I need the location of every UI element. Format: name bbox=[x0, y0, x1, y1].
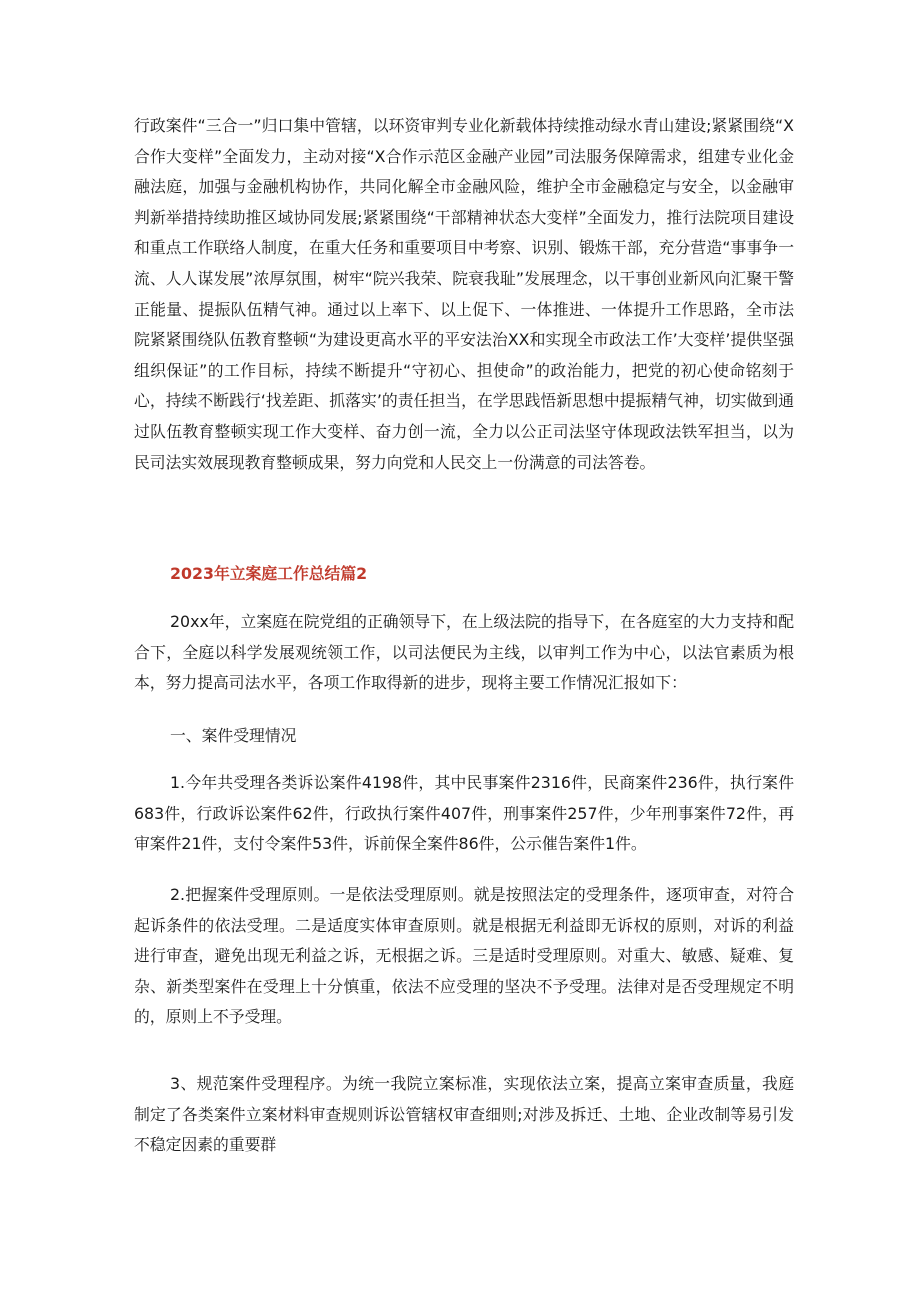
section-heading: 2023年立案庭工作总结篇2 bbox=[170, 564, 368, 583]
intro-paragraph: 20xx年，立案庭在院党组的正确领导下，在上级法院的指导下，在各庭室的大力支持和配合下，全庭以科学发展观统领工作，以司法便民为主线，以审判工作为中心，以法官素质为根本，努力提高司法水平，各项工作取得新的进步，现将主要工作情况汇报如下： bbox=[134, 612, 794, 693]
item-1-case-statistics: 1.今年共受理各类诉讼案件4198件，其中民事案件2316件，民商案件236件，执行案件683件，行政诉讼案件62件，行政执行案件407件，刑事案件257件，少年刑事案件72件，再审案件21件，支付令案件53件，诉前保全案件86件，公示催告案件1件。 bbox=[134, 773, 794, 854]
body-paragraph-continued: 行政案件“三合一”归口集中管辖，以环资审判专业化新载体持续推动绿水青山建设;紧紧围绕“X合作大变样”全面发力，主动对接“X合作示范区金融产业园”司法服务保障需求，组建专业化金融法庭，加强与金融机构协作，共同化解全市金融风险，维护全市金融稳定与安全，以金融审判新举措持续助推区域协同发展;紧紧围绕“干部精神状态大变样”全面发力，推行法院项目建设和重点工作联络人制度，在重大任务和重要项目中考察、识别、锻炼干部，充分营造“事事争一流、人人谋发展”浓厚氛围，树牢“院兴我荣、院衰我耻”发展理念，以干事创业新风向汇聚干警正能量、提振队伍精气神。通过以上率下、以上促下、一体推进、一体提升工作思路，全市法院紧紧围绕队伍教育整顿“为建设更高水平的平安法治XX和实现全市政法工作’大变样’提供坚强组织保证”的工作目标，持续不断提升“守初心、担使命”的政治能力，把党的初心使命铭刻于心，持续不断践行‘找差距、抓落实’的责任担当，在学思践悟新思想中提振精气神，切实做到通过队伍教育整顿实现工作大变样、奋力创一流，全力以公正司法坚守体现政法铁军担当，以为民司法实效展现教育整顿成果，努力向党和人民交上一份满意的司法答卷。 bbox=[134, 116, 794, 472]
item-2-acceptance-principles: 2.把握案件受理原则。一是依法受理原则。就是按照法定的受理条件，逐项审查，对符合起诉条件的依法受理。二是适度实体审查原则。就是根据无利益即无诉权的原则，对诉的利益进行审查，避免出现无利益之诉，无根据之诉。三是适时受理原则。对重大、敏感、疑难、复杂、新类型案件在受理上十分慎重，依法不应受理的坚决不予受理。法律对是否受理规定不明的，原则上不予受理。 bbox=[134, 885, 794, 1027]
item-3-acceptance-procedures: 3、规范案件受理程序。为统一我院立案标准，实现依法立案，提高立案审查质量，我庭制定了各类案件立案材料审查规则诉讼管辖权审查细则;对涉及拆迁、土地、企业改制等易引发不稳定因素的重要群 bbox=[134, 1074, 794, 1155]
section-title-case-acceptance: 一、案件受理情况 bbox=[170, 726, 297, 745]
